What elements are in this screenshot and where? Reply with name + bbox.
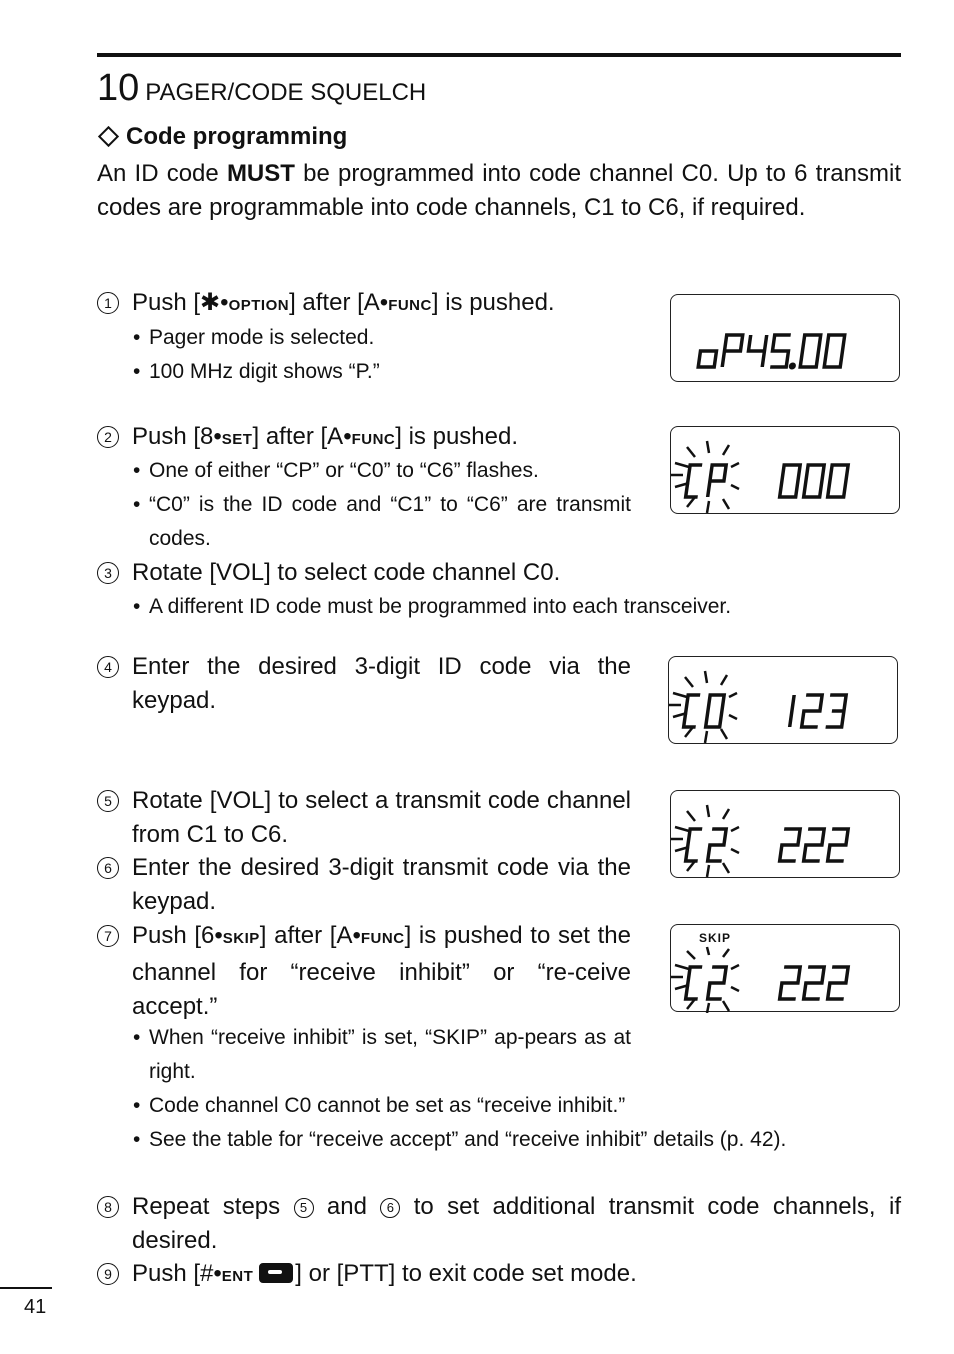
step-number: 7 <box>97 925 119 947</box>
flash-rays <box>671 805 739 877</box>
lcd-display-transmit-code <box>670 790 900 878</box>
intro-text-1: An ID code <box>97 160 227 187</box>
section-title-text: Code programming <box>126 123 348 150</box>
step-ref: 5 <box>294 1198 314 1218</box>
step-2 <box>97 420 642 457</box>
step-number: 2 <box>97 426 119 448</box>
page-number: 41 <box>24 1296 47 1318</box>
step-number: 5 <box>97 790 119 812</box>
step-ref: 6 <box>380 1198 400 1218</box>
step-text: Rotate [VOL] to select a transmit code channel from C1 to C6. <box>132 787 631 848</box>
step-number: 8 <box>97 1196 119 1218</box>
step-6 <box>97 851 631 919</box>
step-9 <box>97 1257 901 1294</box>
step-text: ] is pushed. <box>431 289 555 316</box>
lcd-display-id-code <box>668 656 898 744</box>
bullet: • One of either “CP” or “C0” to “C6” flashes. <box>133 454 631 488</box>
bullet: • Pager mode is selected. <box>133 321 629 355</box>
page-number-rule <box>0 1287 52 1289</box>
step-number: 4 <box>97 656 119 678</box>
intro-bold: MUST <box>226 160 295 187</box>
chapter-heading <box>97 66 426 115</box>
step-number: 9 <box>97 1263 119 1285</box>
step-8 <box>97 1190 901 1258</box>
step-text: Push [ <box>132 289 201 316</box>
step-number: 6 <box>97 857 119 879</box>
key-sub-label: FUNC <box>360 930 405 947</box>
key-icon <box>259 1263 293 1283</box>
bullet: • A different ID code must be programmed into each transceiver. <box>133 590 901 624</box>
step-text: Push [#• <box>132 1260 222 1287</box>
step-3 <box>97 556 901 590</box>
step-4 <box>97 650 631 718</box>
step-text: and <box>313 1193 381 1220</box>
key-sub-label: OPTION <box>228 297 290 314</box>
lcd-display-skip <box>670 924 900 1012</box>
chapter-title: PAGER/CODE SQUELCH <box>145 79 427 106</box>
step-text: ] is pushed. <box>395 423 519 450</box>
step-7 <box>97 919 631 1024</box>
step-number: 1 <box>97 292 119 314</box>
key-sub-label: SKIP <box>222 930 260 947</box>
key-sub-label: FUNC <box>351 431 396 448</box>
top-rule <box>97 53 901 57</box>
lcd-readout <box>671 791 901 879</box>
bullet: • When “receive inhibit” is set, “SKIP” ap-pears as at right. <box>133 1021 631 1089</box>
lcd-readout <box>671 925 901 1013</box>
lcd-readout <box>671 295 901 383</box>
bullet: • Code channel C0 cannot be set as “receive inhibit.” <box>133 1089 901 1123</box>
section-title <box>97 123 347 151</box>
bullet: • See the table for “receive accept” and “receive inhibit” details (p. 42). <box>133 1123 901 1157</box>
step-text: ] after [A• <box>252 423 352 450</box>
step-5 <box>97 784 631 852</box>
step-text: ] after [A• <box>259 922 361 949</box>
step-text: Enter the desired 3-digit ID code via the keypad. <box>132 653 631 714</box>
step-text: Push [6• <box>132 922 223 949</box>
step-text: Push [8• <box>132 423 222 450</box>
step-number: 3 <box>97 562 119 584</box>
flash-rays <box>671 947 739 1013</box>
step-text: ] after [A• <box>289 289 389 316</box>
lcd-readout <box>669 657 899 745</box>
skip-indicator: SKIP <box>699 931 732 945</box>
step-1 <box>97 286 642 323</box>
lcd-readout <box>671 427 901 515</box>
step-text: Repeat steps <box>132 1193 294 1220</box>
bullet: • “C0” is the ID code and “C1” to “C6” are transmit codes. <box>133 488 631 556</box>
key-sub-label: SET <box>221 431 253 448</box>
diamond-icon <box>98 126 119 147</box>
intro-paragraph <box>97 157 901 225</box>
step-text: Rotate [VOL] to select code channel C0. <box>132 559 561 586</box>
intro-text-2: be programmed into code channel C0. Up to 6 transmit codes are programmable into code channels, C1 to C6, if required. <box>97 160 901 221</box>
step-text: ] or [PTT] to exit code set mode. <box>295 1260 637 1287</box>
flash-rays <box>669 671 737 743</box>
key-sub-label: FUNC <box>388 297 432 314</box>
bullet: • 100 MHz digit shows “P.” <box>133 355 629 389</box>
key-label: ✱• <box>200 289 229 316</box>
key-sub-label: ENT <box>221 1268 254 1285</box>
step-text: ] is pushed to set the channel for “receive inhibit” or “re-ceive accept.” <box>132 922 631 1020</box>
step-text: to set additional transmit code channels, if desired. <box>132 1193 901 1254</box>
step-text: Enter the desired 3-digit transmit code via the keypad. <box>132 854 631 915</box>
lcd-display-pager-mode <box>670 294 900 382</box>
chapter-number: 10 <box>97 67 140 109</box>
flash-rays <box>671 441 739 513</box>
lcd-display-cp <box>670 426 900 514</box>
